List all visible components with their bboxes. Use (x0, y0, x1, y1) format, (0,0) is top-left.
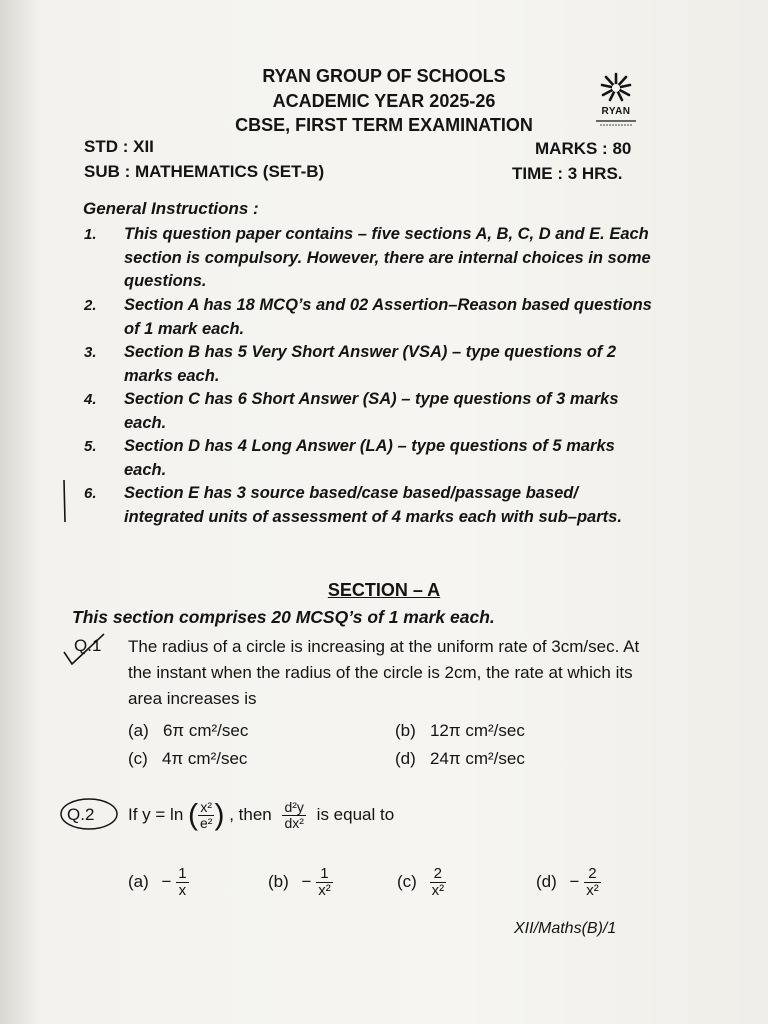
std-label: STD : XII (84, 137, 154, 156)
school-name: RYAN GROUP OF SCHOOLS (262, 66, 506, 86)
question-number: Q.2 (67, 805, 95, 824)
academic-year: ACADEMIC YEAR 2025-26 (272, 91, 496, 111)
instruction-item (84, 223, 654, 293)
option (128, 860, 189, 904)
section-a-heading-text: SECTION – A (327, 580, 441, 600)
option-label: (b) (268, 872, 289, 891)
option-label: (b) (395, 721, 416, 740)
question-then-text: , then (229, 805, 272, 824)
instruction-number: 6. (84, 485, 97, 502)
option-value: 4π cm²/sec (162, 749, 248, 768)
instruction-number: 3. (84, 344, 97, 361)
section-a-heading (0, 580, 768, 601)
option (536, 860, 601, 904)
time-label: TIME : 3 HRS. (512, 164, 623, 183)
option (395, 721, 525, 741)
fraction-numerator: 1 (316, 866, 333, 884)
instruction-item (84, 482, 654, 552)
derivative-fraction (282, 800, 305, 832)
fraction-denominator: dx² (284, 815, 304, 832)
page-footer: XII/Maths(B)/1 (514, 920, 617, 937)
option-sign: − (301, 872, 312, 891)
option-sign: − (569, 872, 580, 891)
instruction-number: 5. (84, 438, 97, 455)
option-label: (c) (128, 749, 148, 768)
question-text (128, 790, 394, 840)
pen-bracket-mark (62, 478, 68, 524)
exam-title: CBSE, FIRST TERM EXAMINATION (235, 115, 533, 135)
fraction-denominator: x² (318, 882, 331, 900)
option-value: 24π cm²/sec (429, 749, 525, 768)
instruction-text: Section D has 4 Long Answer (LA) – type questions of 5 marks each. (124, 437, 615, 479)
question-text: The radius of a circle is increasing at the uniform rate of 3cm/sec. At the instant when the radius of the circle is 2cm, the rate at which its area increases is (128, 637, 640, 708)
fraction-denominator: x² (431, 882, 445, 900)
fraction-denominator: e² (200, 815, 213, 832)
option-sign: − (161, 872, 172, 891)
fraction-numerator: d²y (284, 798, 304, 815)
instruction-item (84, 435, 654, 482)
instruction-text: Section E has 3 source based/case based/passage based/ integrated units of assessment of 4 marks each with sub–parts. (124, 484, 622, 526)
question-if-text: If y = ln (128, 805, 184, 824)
log-fraction (198, 800, 214, 832)
option-label: (d) (536, 872, 557, 891)
instruction-text: This question paper contains – five sections A, B, C, D and E. Each section is compulsory. However, there are internal choices in some questions. (124, 225, 651, 290)
fraction-denominator: x² (586, 882, 599, 900)
question-tail-text: is equal to (316, 805, 395, 824)
subject-label: SUB : MATHEMATICS (SET-B) (84, 162, 325, 181)
option-fraction (584, 866, 601, 900)
instruction-text: Section A has 18 MCQ’s and 02 Assertion–Reason based questions of 1 mark each. (124, 296, 652, 338)
option (397, 860, 446, 904)
instruction-text: Section C has 6 Short Answer (SA) – type questions of 3 marks each. (124, 390, 619, 432)
section-a-description: This section comprises 20 MCSQ’s of 1 mark each. (72, 607, 495, 627)
instruction-item (84, 388, 654, 435)
logo-text: RYAN (601, 106, 631, 117)
instruction-number: 2. (84, 297, 97, 314)
option-label: (a) (128, 872, 149, 891)
option-fraction (430, 866, 447, 900)
option-fraction (316, 866, 333, 900)
option (395, 749, 525, 769)
option-value: 12π cm²/sec (429, 721, 525, 740)
fraction-numerator: x² (198, 800, 214, 816)
fraction-numerator: 2 (584, 866, 601, 884)
option-value: 6π cm²/sec (162, 721, 249, 740)
instruction-number: 4. (84, 391, 97, 408)
option-fraction (176, 866, 188, 900)
option-label: (c) (397, 872, 417, 891)
instruction-item (84, 341, 654, 388)
option (128, 721, 248, 741)
option (268, 860, 333, 904)
marks-label: MARKS : 80 (535, 139, 632, 158)
fraction-numerator: 1 (178, 864, 187, 882)
question-number: Q.1 (74, 636, 102, 655)
option-label: (d) (395, 749, 416, 768)
right-paren: ) (214, 798, 225, 832)
instructions-title: General Instructions : (83, 199, 259, 218)
fraction-denominator: x (178, 882, 187, 900)
instruction-item (84, 294, 654, 341)
instruction-text: Section B has 5 Very Short Answer (VSA) – type questions of 2 marks each. (124, 343, 617, 385)
instruction-number: 1. (84, 226, 97, 243)
left-paren: ( (188, 798, 199, 832)
fraction-numerator: 2 (430, 866, 447, 884)
option (128, 749, 247, 769)
option-label: (a) (128, 721, 149, 740)
